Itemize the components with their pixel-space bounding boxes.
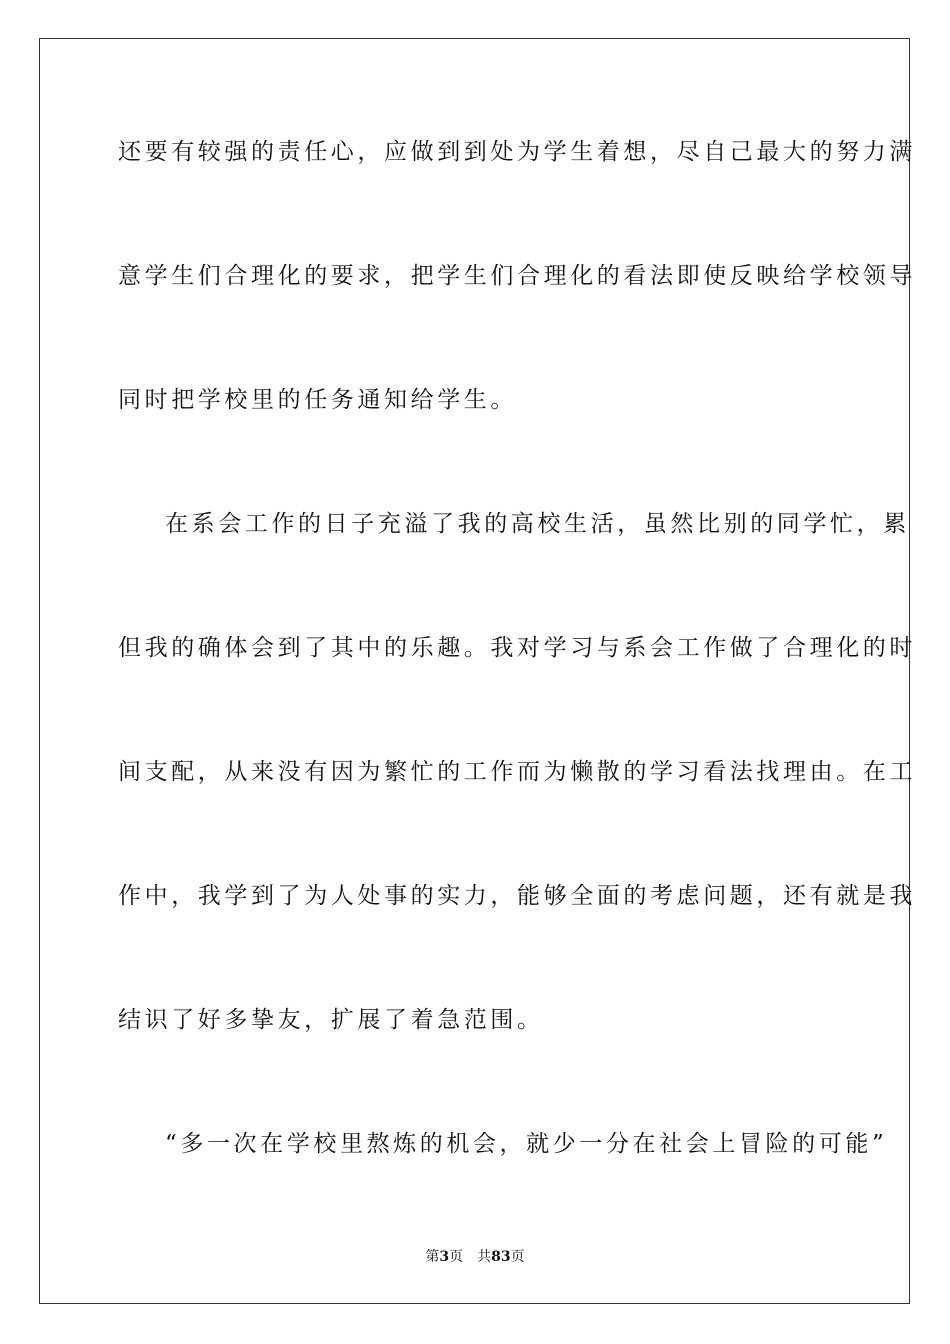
page-number: 3 <box>439 1249 450 1265</box>
paragraph-line-1: 还要有较强的责任心，应做到到处为学生着想，尽自己最大的努力满 <box>118 139 916 165</box>
paragraph-line-2: 意学生们合理化的要求，把学生们合理化的看法即使反映给学校领导 <box>118 263 916 289</box>
total-suffix: 页 <box>510 1249 525 1265</box>
paragraph-line-7: 作中，我学到了为人处事的实力，能够全面的考虑问题，还有就是我 <box>118 883 916 909</box>
paragraph-line-8: 结识了好多挚友，扩展了着急范围。 <box>118 1007 544 1033</box>
paragraph-line-6: 间支配，从来没有因为繁忙的工作而为懒散的学习看法找理由。在工 <box>118 759 916 785</box>
quote-line: “多一次在学校里熬炼的机会，就少一分在社会上冒险的可能” <box>165 1131 888 1157</box>
total-pages: 83 <box>491 1249 511 1265</box>
paragraph-line-4: 在系会工作的日子充溢了我的高校生活，虽然比别的同学忙，累 <box>165 511 910 537</box>
page-border <box>39 38 916 1304</box>
page-prefix: 第 <box>425 1249 440 1265</box>
paragraph-line-3: 同时把学校里的任务通知给学生。 <box>118 387 517 413</box>
page-footer <box>0 1248 950 1266</box>
page-suffix: 页 <box>449 1249 464 1265</box>
total-prefix: 共 <box>477 1249 492 1265</box>
paragraph-line-5: 但我的确体会到了其中的乐趣。我对学习与系会工作做了合理化的时 <box>118 635 916 661</box>
